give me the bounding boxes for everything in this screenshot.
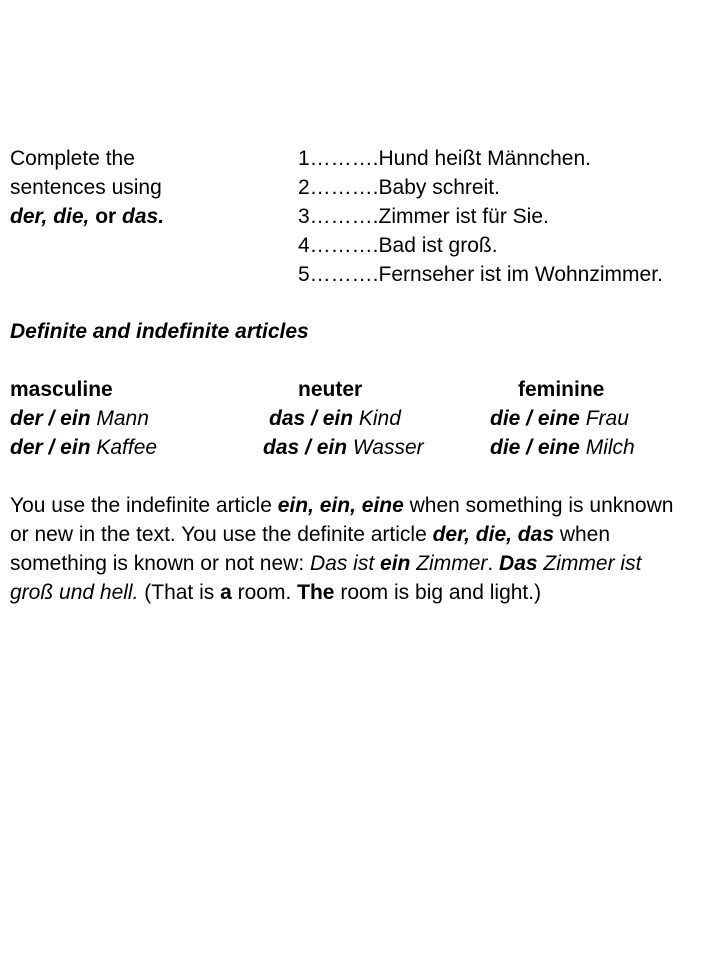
example-article: Das (499, 552, 538, 575)
text-run: . (487, 552, 500, 575)
exercise-item-5: 5……….Fernseher ist im Wohnzimmer. (298, 263, 663, 286)
text-run: room. (231, 581, 298, 604)
translation-article: a (220, 581, 232, 604)
article-pair: das / ein (269, 407, 354, 430)
example-article: ein (380, 552, 411, 575)
noun: Kind (353, 407, 401, 430)
example-text: Das ist (310, 552, 375, 575)
definite-articles: der, die, das (432, 523, 554, 546)
feminine-example (490, 404, 629, 433)
exercise-item-1: 1……….Hund heißt Männchen. (298, 147, 591, 170)
last-article: das. (122, 205, 165, 228)
or-word: or (89, 205, 123, 228)
exercise-item-2: 2……….Baby schreit. (298, 176, 500, 199)
noun: Milch (579, 436, 635, 459)
example-text: Zimmer (416, 552, 488, 575)
noun: Kaffee (90, 436, 158, 459)
article-pair: der / ein (10, 407, 91, 430)
text-run: when something is known or not new: (10, 523, 611, 575)
article-pair: die / eine (490, 436, 580, 459)
text-run: You use the indefinite article (10, 494, 278, 517)
article-pair: die / eine (490, 407, 580, 430)
instruction-block (10, 144, 164, 231)
neuter-example (269, 404, 401, 433)
text-run: when something is unknown or new in the text. You use the definite article (10, 494, 674, 546)
exercise-list (298, 144, 663, 289)
masculine-example (10, 404, 149, 433)
translation-article: The (297, 581, 335, 604)
article-pair: der / ein (10, 436, 91, 459)
section-heading: Definite and indefinite articles (10, 320, 309, 343)
neuter-example (263, 433, 424, 462)
masculine-example (10, 433, 157, 462)
indefinite-articles: ein, ein, eine (277, 494, 404, 517)
header-neuter: neuter (298, 378, 363, 401)
article-pair: das / ein (263, 436, 348, 459)
noun: Mann (90, 407, 149, 430)
explanation-paragraph (10, 491, 690, 607)
header-feminine: feminine (518, 378, 605, 401)
articles-bold-italic: der, die, (10, 205, 90, 228)
exercise-item-4: 4……….Bad ist groß. (298, 234, 498, 257)
noun: Frau (579, 407, 629, 430)
text-run: (That is (138, 581, 221, 604)
instruction-line: Complete the (10, 147, 135, 170)
header-masculine: masculine (10, 378, 113, 401)
text-run: room is big and light.) (334, 581, 542, 604)
instruction-articles-line (10, 202, 164, 231)
instruction-line: sentences using (10, 176, 162, 199)
feminine-example (490, 433, 635, 462)
example-text: Zimmer ist groß und hell. (10, 552, 642, 604)
exercise-item-3: 3……….Zimmer ist für Sie. (298, 205, 549, 228)
noun: Wasser (347, 436, 424, 459)
